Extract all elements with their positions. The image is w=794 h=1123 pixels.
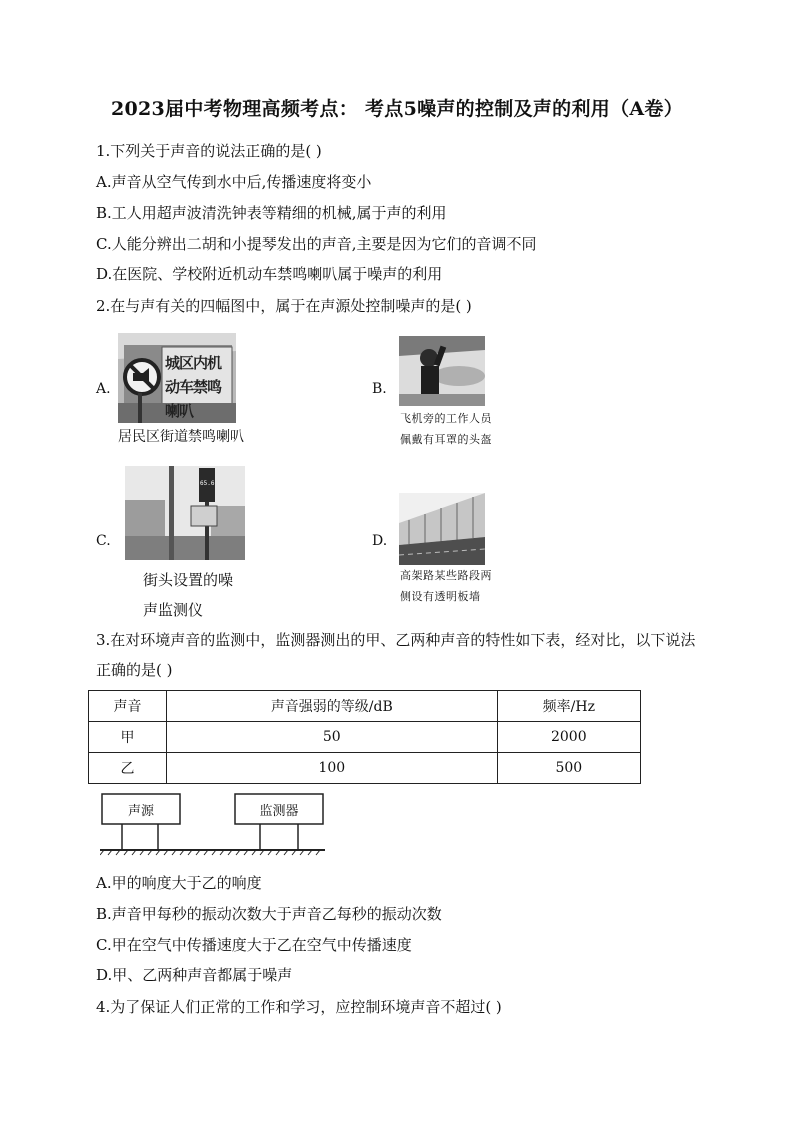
q2-option-b-caption-line1: 飞机旁的工作人员	[400, 412, 492, 425]
q3-option-c: C.甲在空气中传播速度大于乙在空气中传播速度	[96, 936, 412, 954]
noise-monitor-photo	[125, 466, 245, 560]
q2-option-d-caption-line2: 侧设有透明板墙	[400, 590, 481, 603]
q2-option-d-caption-line1: 高架路某些路段两	[400, 569, 492, 582]
table-cell: 50	[166, 722, 497, 753]
q3-option-b: B.声音甲每秒的振动次数大于声音乙每秒的振动次数	[96, 905, 442, 923]
no-honking-sign-photo	[118, 333, 236, 423]
q4-stem: 4.为了保证人们正常的工作和学习，应控制环境声音不超过( )	[96, 998, 502, 1016]
q3-option-a: A.甲的响度大于乙的响度	[96, 874, 262, 892]
monitor-label: 监测器	[259, 804, 299, 819]
table-cell: 100	[166, 753, 497, 784]
q2-option-b-label: B.	[372, 381, 387, 397]
q2-option-b-caption-line2: 佩戴有耳罩的头盔	[400, 433, 492, 446]
table-header-cell: 频率/Hz	[497, 691, 640, 722]
table-cell: 甲	[89, 722, 167, 753]
table-row	[89, 753, 641, 784]
q2-option-a-caption: 居民区街道禁鸣喇叭	[118, 429, 244, 445]
q1-stem: 1.下列关于声音的说法正确的是( )	[96, 142, 322, 160]
table-header-row	[89, 691, 641, 722]
airport-worker-photo	[399, 336, 485, 406]
q3-option-d: D.甲、乙两种声音都属于噪声	[96, 966, 293, 984]
q2-option-d-label: D.	[372, 533, 388, 549]
table-header-cell: 声音	[89, 691, 167, 722]
sign-text: 城区内机动车禁鸣喇叭	[165, 354, 222, 420]
q3-stem: 3.在对环境声音的监测中，监测器测出的甲、乙两种声音的特性如下表，经对比，以下说法正确的是( )	[96, 631, 696, 679]
sound-characteristics-table	[88, 690, 641, 784]
noise-display-readout: 65.6	[200, 480, 215, 487]
q2-stem: 2.在与声有关的四幅图中，属于在声源处控制噪声的是( )	[96, 297, 472, 315]
q2-option-c-caption-line2: 声监测仪	[143, 601, 204, 619]
table-cell: 乙	[89, 753, 167, 784]
q1-option-b: B.工人用超声波清洗钟表等精细的机械,属于声的利用	[96, 204, 447, 222]
q1-option-d: D.在医院、学校附近机动车禁鸣喇叭属于噪声的利用	[96, 265, 443, 283]
q2-option-c-label: C.	[96, 533, 111, 549]
q1-option-a: A.声音从空气传到水中后,传播速度将变小	[96, 173, 372, 191]
table-header-cell: 声音强弱的等级/dB	[166, 691, 497, 722]
transparent-barrier-photo	[399, 493, 485, 565]
sound-source-label: 声源	[127, 804, 154, 819]
page-title: 2023届中考物理高频考点： 考点5噪声的控制及声的利用（A卷）	[110, 98, 684, 120]
table-row	[89, 722, 641, 753]
table-cell: 500	[497, 753, 640, 784]
q2-option-a-label: A.	[96, 381, 111, 397]
q1-option-c: C.人能分辨出二胡和小提琴发出的声音,主要是因为它们的音调不同	[96, 235, 537, 253]
table-cell: 2000	[497, 722, 640, 753]
q2-option-c-caption-line1: 街头设置的噪	[143, 571, 234, 589]
